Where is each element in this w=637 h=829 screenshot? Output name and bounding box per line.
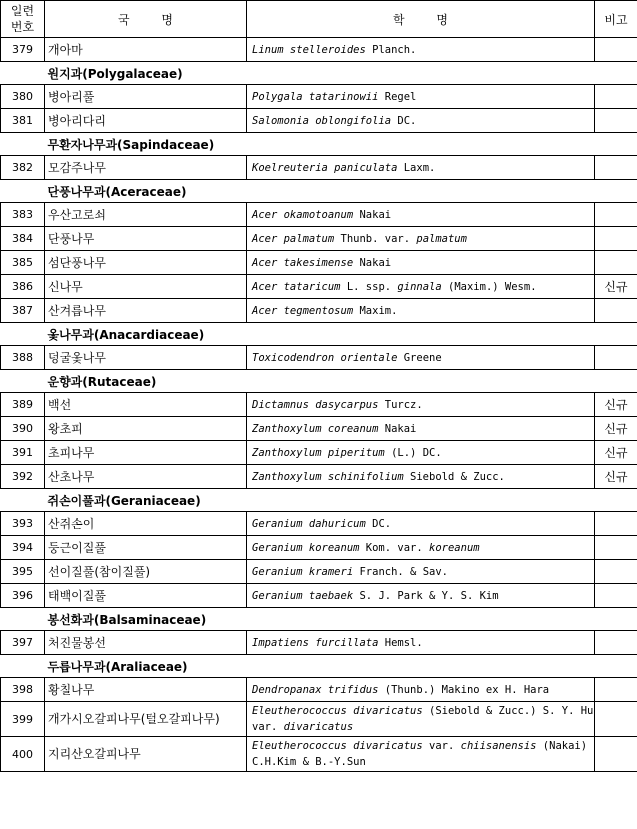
korean-name: 태백이질풀 [45, 584, 247, 608]
scientific-name-author-part: (L.) DC. [384, 446, 442, 459]
korean-name: 처진물봉선 [45, 631, 247, 655]
scientific-name-author-part: S. J. Park & Y. S. Kim [353, 589, 499, 602]
remark [595, 203, 637, 227]
scientific-name [247, 631, 595, 655]
family-title: 봉선화과(Balsaminaceae) [47, 612, 207, 627]
species-table-body [1, 1, 637, 772]
scientific-name-author-part: Maxim. [353, 304, 398, 317]
korean-name: 개아마 [45, 38, 247, 62]
scientific-name-author-part: Turcz. [378, 398, 423, 411]
scientific-name [247, 156, 595, 180]
family-heading-row [1, 370, 637, 393]
serial-number: 382 [1, 156, 45, 180]
remark: 신규 [595, 275, 637, 299]
korean-name: 백선 [45, 393, 247, 417]
korean-name: 산겨릅나무 [45, 299, 247, 323]
serial-number: 381 [1, 109, 45, 133]
scientific-name-italic-part: Acer palmatum [252, 232, 335, 245]
remark [595, 156, 637, 180]
table-row [1, 631, 637, 655]
korean-name: 병아리다리 [45, 109, 247, 133]
table-row [1, 393, 637, 417]
scientific-name-italic-part: Eleutherococcus divaricatus [252, 740, 423, 752]
scientific-name-italic-part: divaricatus [283, 721, 354, 733]
remark [595, 346, 637, 370]
serial-number: 394 [1, 536, 45, 560]
serial-number: 384 [1, 227, 45, 251]
scientific-name-italic-part: Geranium koreanum [252, 541, 360, 554]
scientific-name [247, 299, 595, 323]
scientific-name-author-part: Franch. & Sav. [353, 565, 448, 578]
remark [595, 560, 637, 584]
scientific-name [247, 702, 595, 737]
korean-name: 둥근이질풀 [45, 536, 247, 560]
serial-number: 386 [1, 275, 45, 299]
table-row [1, 346, 637, 370]
remark [595, 702, 637, 737]
scientific-name-author-part: (Maxim.) Wesm. [441, 280, 537, 293]
table-row [1, 512, 637, 536]
scientific-name-italic-part: Koelreuteria paniculata [252, 161, 398, 174]
serial-number: 391 [1, 441, 45, 465]
table-row [1, 465, 637, 489]
scientific-name [247, 346, 595, 370]
scientific-name-author-part: (Nakai) C.H.Kim & B.-Y.Sun [252, 740, 588, 768]
scientific-name-author-part: Planch. [365, 43, 417, 56]
remark [595, 227, 637, 251]
scientific-name-italic-part: Polygala tatarinowii [252, 90, 379, 103]
serial-number: 390 [1, 417, 45, 441]
scientific-name-italic-part: Geranium taebaek [252, 589, 354, 602]
scientific-name-author-part: (Thunb.) Makino ex H. Hara [378, 683, 550, 696]
korean-name: 섬단풍나무 [45, 251, 247, 275]
scientific-name-italic-part: Acer tataricum [252, 280, 341, 293]
table-row [1, 109, 637, 133]
serial-number: 380 [1, 85, 45, 109]
scientific-name-author-part: Hemsl. [378, 636, 423, 649]
scientific-name-author-part: Siebold & Zucc. [403, 470, 505, 483]
remark [595, 536, 637, 560]
remark [595, 85, 637, 109]
table-row [1, 536, 637, 560]
table-row [1, 417, 637, 441]
scientific-name-italic-part: Linum stelleroides [252, 43, 366, 56]
table-row [1, 38, 637, 62]
korean-name: 우산고로쇠 [45, 203, 247, 227]
remark [595, 631, 637, 655]
scientific-name [247, 417, 595, 441]
korean-name: 덩굴옻나무 [45, 346, 247, 370]
scientific-name [247, 737, 595, 772]
remark [595, 38, 637, 62]
serial-number: 387 [1, 299, 45, 323]
serial-number: 383 [1, 203, 45, 227]
scientific-name [247, 678, 595, 702]
header-serial-number: 일련 번호 [1, 1, 45, 38]
korean-name: 단풍나무 [45, 227, 247, 251]
scientific-name-italic-part: Impatiens furcillata [252, 636, 379, 649]
family-title: 두릅나무과(Araliaceae) [47, 659, 188, 674]
family-heading-row [1, 489, 637, 512]
family-heading-row [1, 180, 637, 203]
table-row [1, 702, 637, 737]
family-title: 쥐손이풀과(Geraniaceae) [47, 493, 201, 508]
remark [595, 584, 637, 608]
table-row [1, 156, 637, 180]
table-header-row [1, 1, 637, 38]
remark [595, 512, 637, 536]
table-row [1, 251, 637, 275]
scientific-name-author-part: L. ssp. [340, 280, 398, 293]
korean-name: 산초나무 [45, 465, 247, 489]
serial-number: 399 [1, 702, 45, 737]
scientific-name [247, 85, 595, 109]
scientific-name-author-part: Kom. var. [359, 541, 430, 554]
family-heading-row [1, 655, 637, 678]
scientific-name-italic-part: Acer tegmentosum [252, 304, 354, 317]
family-title: 옻나무과(Anacardiaceae) [47, 327, 205, 342]
remark: 신규 [595, 441, 637, 465]
remark: 신규 [595, 393, 637, 417]
scientific-name-author-part: DC. [391, 114, 417, 127]
remark [595, 251, 637, 275]
scientific-name-author-part: (Siebold & Zucc.) S. Y. Hu var. [252, 705, 594, 733]
scientific-name-author-part: Nakai [353, 256, 392, 269]
remark [595, 737, 637, 772]
scientific-name-italic-part: Geranium krameri [252, 565, 354, 578]
scientific-name [247, 560, 595, 584]
scientific-name-italic-part: Zanthoxylum piperitum [252, 446, 385, 459]
serial-number: 393 [1, 512, 45, 536]
table-row [1, 203, 637, 227]
serial-number: 397 [1, 631, 45, 655]
korean-name: 지리산오갈피나무 [45, 737, 247, 772]
remark [595, 678, 637, 702]
serial-number: 392 [1, 465, 45, 489]
serial-number: 398 [1, 678, 45, 702]
remark [595, 299, 637, 323]
scientific-name-author-part: DC. [365, 517, 392, 530]
family-title: 무환자나무과(Sapindaceae) [47, 137, 215, 152]
family-title: 원지과(Polygalaceae) [47, 66, 183, 81]
scientific-name-author-part: var. [422, 740, 461, 752]
scientific-name-author-part: Nakai [378, 422, 417, 435]
korean-name: 신나무 [45, 275, 247, 299]
scientific-name-italic-part: ginnala [397, 280, 442, 293]
family-heading-row [1, 323, 637, 346]
scientific-name [247, 227, 595, 251]
scientific-name-italic-part: Acer takesimense [252, 256, 354, 269]
table-row [1, 560, 637, 584]
table-row [1, 85, 637, 109]
korean-name: 초피나무 [45, 441, 247, 465]
serial-number: 400 [1, 737, 45, 772]
korean-name: 산쥐손이 [45, 512, 247, 536]
scientific-name-italic-part: Salomonia oblongifolia [252, 114, 392, 127]
family-heading-row [1, 608, 637, 631]
serial-number: 379 [1, 38, 45, 62]
scientific-name [247, 465, 595, 489]
scientific-name [247, 512, 595, 536]
table-row [1, 275, 637, 299]
scientific-name-italic-part: Dictamnus dasycarpus [252, 398, 379, 411]
scientific-name-italic-part: Acer okamotoanum [252, 208, 354, 221]
header-korean-name: 국 명 [45, 1, 247, 38]
scientific-name [247, 275, 595, 299]
header-remarks: 비고 [595, 1, 637, 38]
scientific-name-italic-part: Dendropanax trifidus [252, 683, 379, 696]
scientific-name-italic-part: Toxicodendron orientale [252, 351, 398, 364]
scientific-name [247, 441, 595, 465]
table-row [1, 678, 637, 702]
scientific-name [247, 584, 595, 608]
family-title: 운향과(Rutaceae) [47, 374, 157, 389]
family-heading-row [1, 133, 637, 156]
table-row [1, 299, 637, 323]
scientific-name-author-part: Regel [378, 90, 417, 103]
scientific-name-author-part: Nakai [353, 208, 392, 221]
family-heading-row [1, 62, 637, 85]
remark [595, 109, 637, 133]
scientific-name-author-part: Greene [397, 351, 442, 364]
scientific-name [247, 393, 595, 417]
korean-name: 개가시오갈피나무(털오갈피나무) [45, 702, 247, 737]
scientific-name-italic-part: palmatum [416, 232, 467, 245]
korean-name: 황칠나무 [45, 678, 247, 702]
serial-number: 395 [1, 560, 45, 584]
serial-number: 396 [1, 584, 45, 608]
remark: 신규 [595, 417, 637, 441]
scientific-name-italic-part: koreanum [429, 541, 480, 554]
korean-name: 왕초피 [45, 417, 247, 441]
header-scientific-name: 학 명 [247, 1, 595, 38]
korean-name: 모감주나무 [45, 156, 247, 180]
scientific-name-italic-part: Eleutherococcus divaricatus [252, 705, 423, 717]
scientific-name-italic-part: chiisanensis [460, 740, 537, 752]
scientific-name-italic-part: Zanthoxylum coreanum [252, 422, 379, 435]
serial-number: 388 [1, 346, 45, 370]
table-row [1, 737, 637, 772]
serial-number: 385 [1, 251, 45, 275]
scientific-name-italic-part: Geranium dahuricum [252, 517, 366, 530]
scientific-name-author-part: Laxm. [397, 161, 436, 174]
serial-number: 389 [1, 393, 45, 417]
table-row [1, 441, 637, 465]
scientific-name-italic-part: Zanthoxylum schinifolium [252, 470, 404, 483]
family-title: 단풍나무과(Aceraceae) [47, 184, 187, 199]
remark: 신규 [595, 465, 637, 489]
korean-name: 병아리풀 [45, 85, 247, 109]
scientific-name [247, 251, 595, 275]
korean-name: 선이질풀(참이질풀) [45, 560, 247, 584]
scientific-name [247, 38, 595, 62]
scientific-name [247, 536, 595, 560]
scientific-name [247, 203, 595, 227]
table-row [1, 584, 637, 608]
table-row [1, 227, 637, 251]
scientific-name-author-part: Thunb. var. [334, 232, 417, 245]
scientific-name [247, 109, 595, 133]
